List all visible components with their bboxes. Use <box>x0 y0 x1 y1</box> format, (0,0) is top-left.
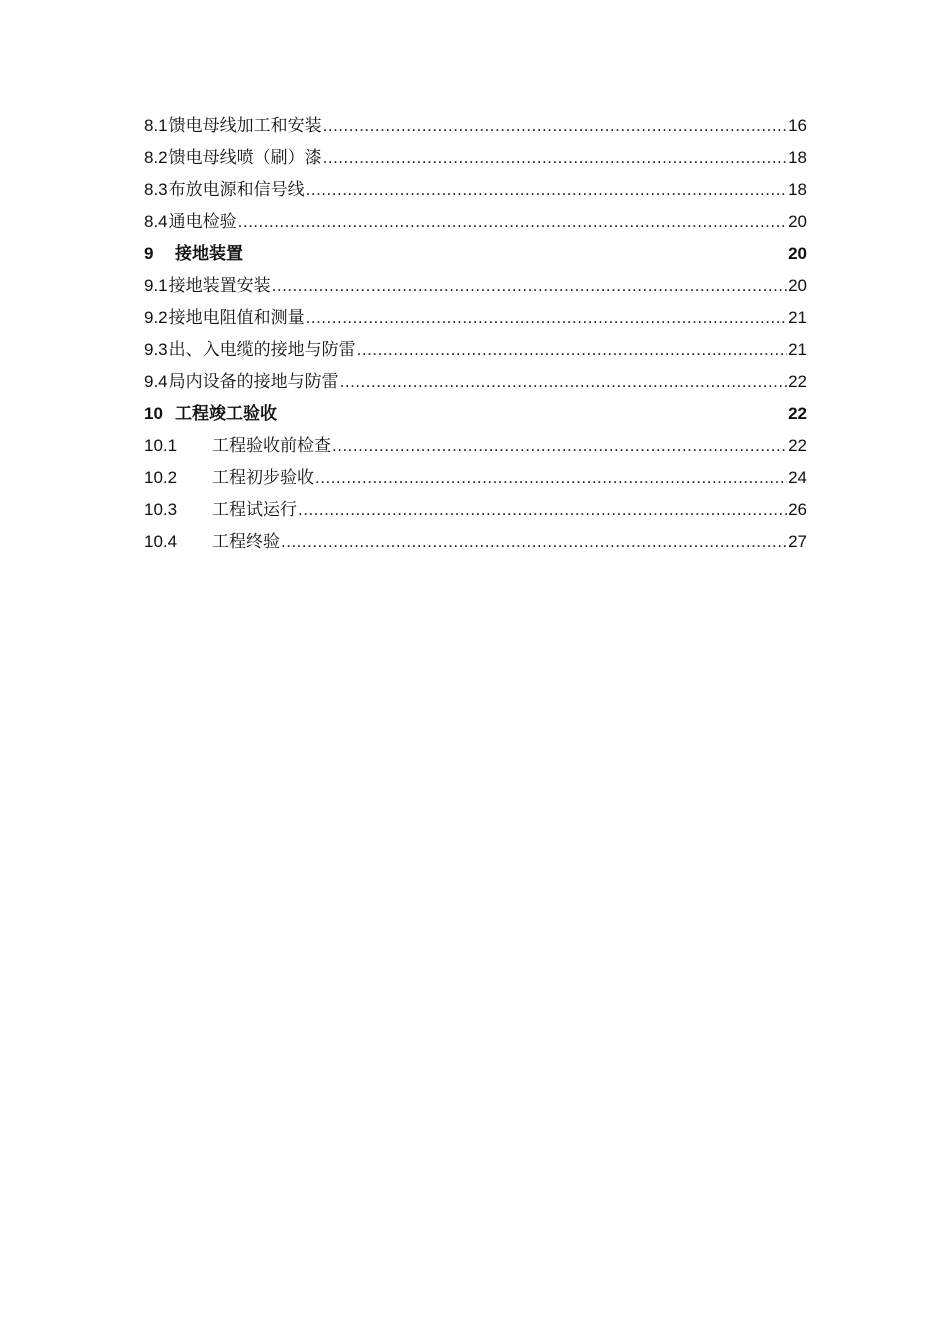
toc-entry[interactable] <box>144 174 807 206</box>
toc-entry-title: 馈电母线加工和安装 <box>168 116 322 136</box>
toc-entry[interactable] <box>144 366 807 398</box>
toc-entry-page: 22 <box>788 372 807 391</box>
toc-dot-leader <box>323 142 787 174</box>
toc-chapter-page: 20 <box>788 244 807 263</box>
toc-entry[interactable] <box>144 334 807 366</box>
toc-entry[interactable] <box>144 142 807 174</box>
toc-dot-leader <box>306 174 787 206</box>
toc-entry-page: 20 <box>788 212 807 231</box>
toc-dot-leader <box>340 366 787 398</box>
toc-entry-title: 工程试运行 <box>212 500 297 520</box>
toc-entry[interactable] <box>144 494 807 526</box>
toc-entry-title: 工程验收前检查 <box>212 436 331 456</box>
toc-chapter-title: 接地装置 <box>175 244 243 264</box>
toc-dot-leader <box>238 206 787 238</box>
toc-entry-page: 27 <box>788 532 807 551</box>
toc-entry[interactable] <box>144 462 807 494</box>
toc-entry-page: 21 <box>788 340 807 359</box>
toc-entry-number: 10.2 <box>144 468 178 487</box>
toc-entry[interactable] <box>144 270 807 302</box>
toc-chapter-number: 9 <box>144 244 154 263</box>
toc-dot-leader <box>281 526 787 558</box>
toc-entry-number: 8.4 <box>144 212 168 231</box>
toc-entry-page: 26 <box>788 500 807 519</box>
toc-entry-page: 22 <box>788 436 807 455</box>
toc-entry-page: 20 <box>788 276 807 295</box>
toc-entry-title: 工程终验 <box>212 532 280 552</box>
toc-dot-leader <box>315 462 787 494</box>
toc-entry-page: 21 <box>788 308 807 327</box>
table-of-contents <box>144 110 807 558</box>
toc-entry-number: 9.4 <box>144 372 168 391</box>
toc-chapter-entry[interactable] <box>144 398 807 430</box>
toc-entry-page: 16 <box>788 116 807 135</box>
toc-entry-number: 9.1 <box>144 276 168 295</box>
toc-entry-title: 工程初步验收 <box>212 468 314 488</box>
toc-entry-title: 局内设备的接地与防雷 <box>168 372 339 392</box>
toc-entry-title: 出、入电缆的接地与防雷 <box>168 340 356 360</box>
toc-entry-number: 10.4 <box>144 532 178 551</box>
toc-chapter-title: 工程竣工验收 <box>175 404 277 424</box>
toc-dot-leader <box>323 110 787 142</box>
toc-entry-number: 9.2 <box>144 308 168 327</box>
toc-entry-number: 10.3 <box>144 500 178 519</box>
toc-dot-leader <box>298 494 787 526</box>
toc-chapter-number: 10 <box>144 404 163 423</box>
toc-entry[interactable] <box>144 526 807 558</box>
toc-entry[interactable] <box>144 110 807 142</box>
toc-entry[interactable] <box>144 430 807 462</box>
toc-entry-page: 18 <box>788 180 807 199</box>
toc-entry-title: 接地电阻值和测量 <box>168 308 305 328</box>
toc-entry-title: 馈电母线喷（刷）漆 <box>168 148 322 168</box>
toc-chapter-page: 22 <box>788 404 807 423</box>
toc-chapter-entry[interactable] <box>144 238 807 270</box>
toc-entry-page: 18 <box>788 148 807 167</box>
toc-dot-leader <box>306 302 787 334</box>
toc-entry-title: 布放电源和信号线 <box>168 180 305 200</box>
toc-dot-leader <box>357 334 787 366</box>
toc-entry-number: 8.2 <box>144 148 168 167</box>
toc-dot-leader <box>272 270 787 302</box>
toc-entry[interactable] <box>144 302 807 334</box>
toc-entry-number: 9.3 <box>144 340 168 359</box>
toc-dot-leader <box>332 430 787 462</box>
toc-entry-page: 24 <box>788 468 807 487</box>
toc-entry-number: 8.1 <box>144 116 168 135</box>
toc-entry-number: 8.3 <box>144 180 168 199</box>
toc-entry-title: 接地装置安装 <box>168 276 271 296</box>
toc-entry-title: 通电检验 <box>168 212 237 232</box>
toc-entry[interactable] <box>144 206 807 238</box>
toc-entry-number: 10.1 <box>144 436 178 455</box>
